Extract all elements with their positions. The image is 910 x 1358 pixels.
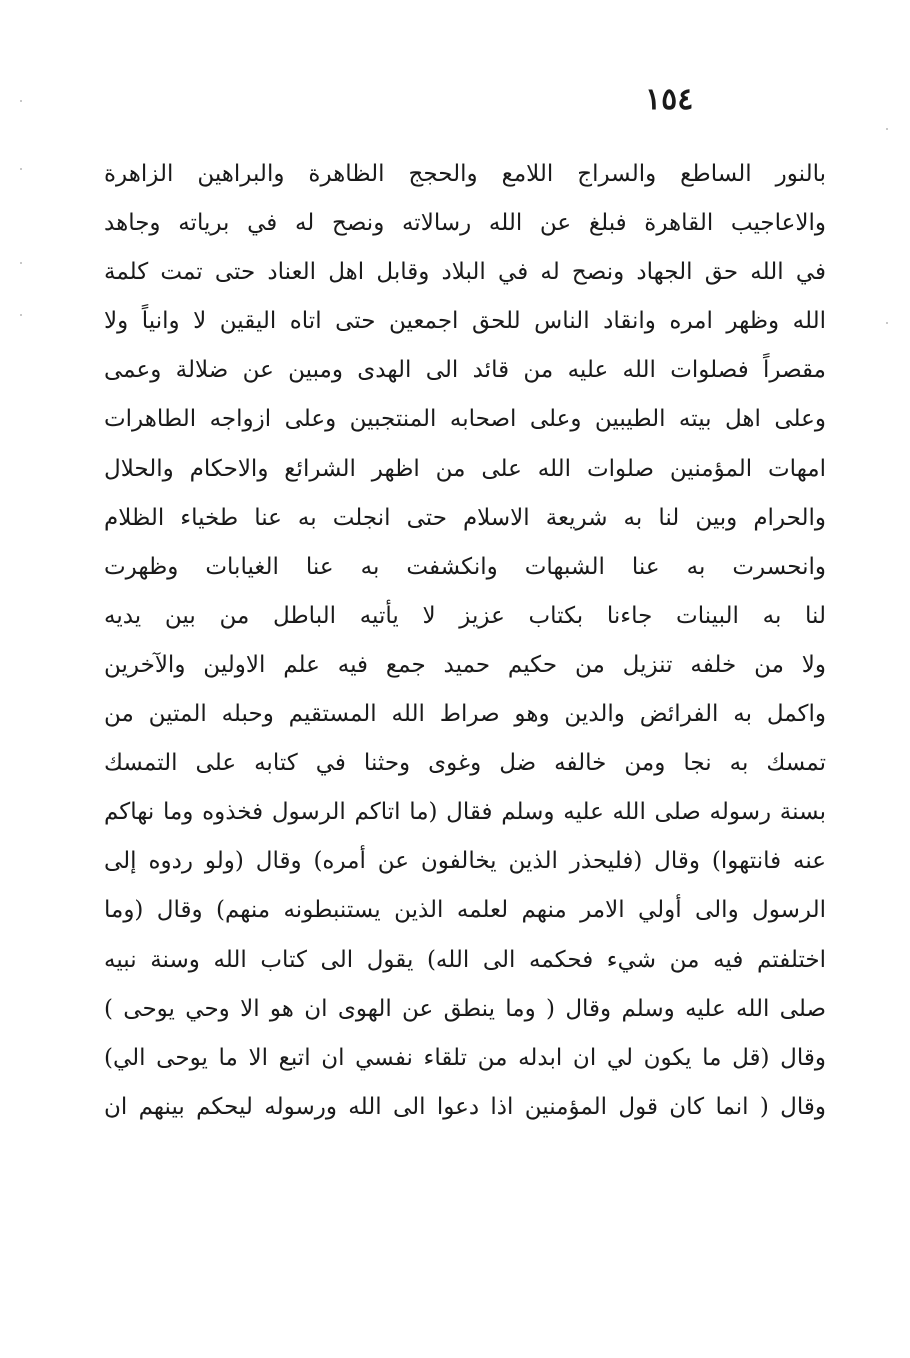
body-text: [104, 150, 826, 1132]
text-line: الله وظهر امره وانقاد الناس للحق اجمعين حتى اتاه اليقين لا وانياً ولا: [104, 308, 826, 335]
scan-speck: [20, 262, 22, 264]
text-line: وانحسرت به عنا الشبهات وانكشفت به عنا الغيابات وظهرت: [104, 553, 826, 580]
scan-speck: [20, 314, 22, 316]
text-line: الرسول والى أولي الامر منهم لعلمه الذين يستنبطونه منهم) وقال (وما: [104, 897, 826, 924]
text-line: مقصراً فصلوات الله عليه من قائد الى الهدى ومبين عن ضلالة وعمى: [104, 357, 826, 384]
scan-speck: [20, 100, 22, 102]
text-line: اختلفتم فيه من شيء فحكمه الى الله) يقول الى كتاب الله وسنة نبيه: [104, 946, 826, 973]
text-line: في الله حق الجهاد ونصح له في البلاد وقابل اهل العناد حتى تمت كلمة: [104, 259, 826, 286]
text-line: بالنور الساطع والسراج اللامع والحجج الظاهرة والبراهين الزاهرة: [104, 161, 826, 187]
scan-speck: [20, 168, 22, 170]
text-line: صلى الله عليه وسلم وقال ( وما ينطق عن الهوى ان هو الا وحي يوحى ): [104, 995, 826, 1022]
page-number: ١٥٤: [645, 82, 694, 117]
text-line: ولا من خلفه تنزيل من حكيم حميد جمع فيه علم الاولين والآخرين: [104, 651, 826, 678]
text-line: واكمل به الفرائض والدين وهو صراط الله المستقيم وحبله المتين من: [104, 701, 826, 728]
text-line: تمسك به نجا ومن خالفه ضل وغوى وحثنا في كتابه على التمسك: [104, 750, 826, 777]
text-line: بسنة رسوله صلى الله عليه وسلم فقال (ما اتاكم الرسول فخذوه وما نهاكم: [104, 799, 826, 826]
text-line: وعلى اهل بيته الطيبين وعلى اصحابه المنتجبين وعلى ازواجه الطاهرات: [104, 406, 826, 433]
text-line: وقال ( انما كان قول المؤمنين اذا دعوا الى الله ورسوله ليحكم بينهم ان: [104, 1093, 826, 1120]
text-line: والاعاجيب القاهرة فبلغ عن الله رسالاته ونصح له في برياته وجاهد: [104, 210, 826, 237]
scan-speck: [886, 322, 888, 324]
text-line: وقال (قل ما يكون لي ان ابدله من تلقاء نفسي ان اتبع الا ما يوحى الي): [104, 1044, 826, 1071]
text-line: والحرام وبين لنا به شريعة الاسلام حتى انجلت به عنا طخياء الظلام: [104, 504, 826, 531]
text-line: امهات المؤمنين صلوات الله على من اظهر الشرائع والاحكام والحلال: [104, 455, 826, 482]
text-line: عنه فانتهوا) وقال (فليحذر الذين يخالفون عن أمره) وقال (ولو ردوه إلى: [104, 848, 826, 875]
scan-speck: [886, 128, 888, 130]
text-line: لنا به البينات جاءنا بكتاب عزيز لا يأتيه الباطل من بين يديه: [104, 602, 826, 629]
